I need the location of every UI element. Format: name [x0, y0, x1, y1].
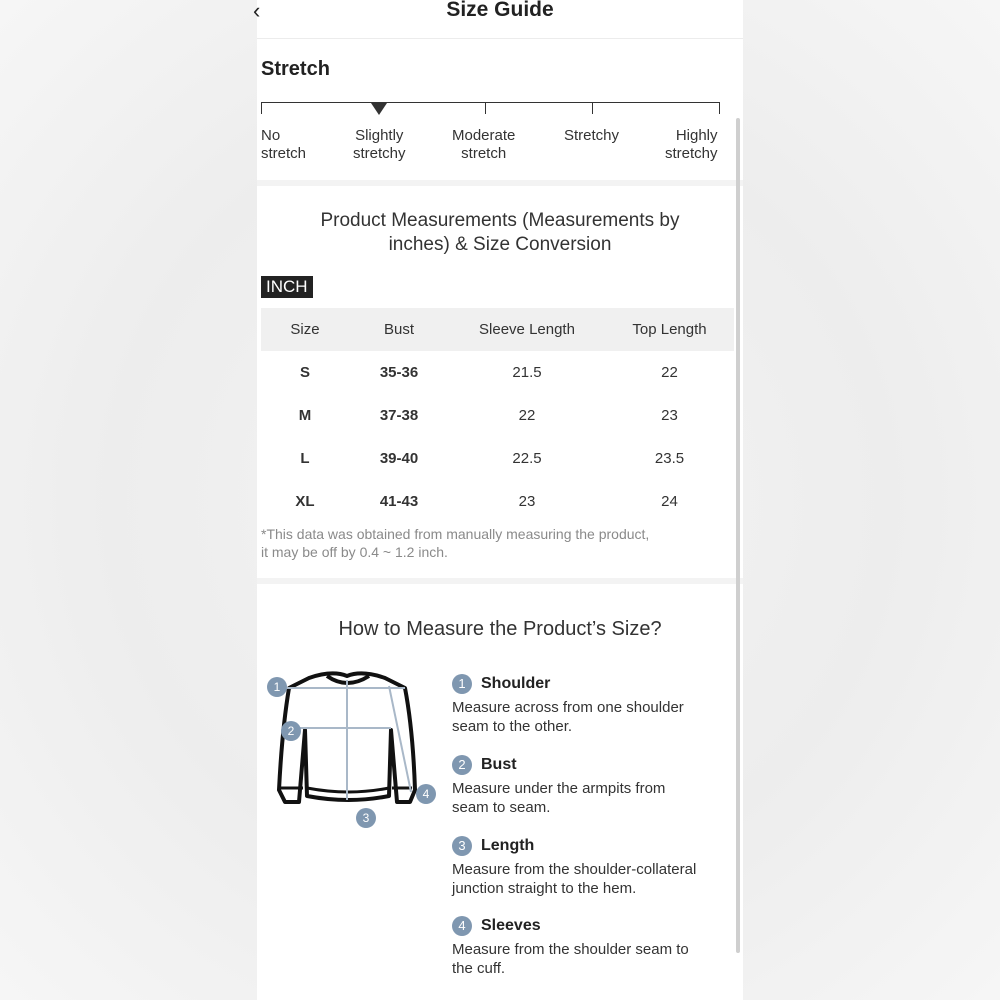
- sweater-diagram-icon: [257, 660, 447, 840]
- step-length: [452, 835, 732, 898]
- size-cell: XL: [295, 493, 315, 510]
- table-header-row: [261, 308, 734, 351]
- header-bar: [253, 0, 743, 39]
- size-cell: L: [300, 450, 310, 467]
- measurements-title: Product Measurements (Measurements by inches) & Size Conversion: [320, 210, 680, 255]
- svg-text:3: 3: [362, 811, 370, 825]
- length-cell: 23.5: [654, 450, 685, 467]
- svg-text:2: 2: [287, 724, 295, 738]
- bust-cell: 37-38: [379, 407, 419, 424]
- column-header: Sleeve Length: [449, 308, 605, 351]
- length-cell: 23: [661, 407, 678, 424]
- measurement-note: *This data was obtained from manually measuring the product, it may be off by 0.4 ~ 1.2 inch.: [261, 526, 650, 560]
- step-label: Bust: [481, 756, 517, 773]
- stretch-title: Stretch: [261, 58, 330, 80]
- stretch-tick: [592, 102, 593, 114]
- svg-text:4: 4: [422, 787, 430, 801]
- stretch-tick: [485, 102, 486, 114]
- step-description: Measure from the shoulder seam to the cuff.: [452, 941, 689, 977]
- marker-1: [267, 677, 287, 697]
- stretch-level-label: Stretchy: [564, 127, 620, 144]
- step-number: 3: [452, 836, 472, 856]
- sleeve-cell: 21.5: [512, 364, 542, 381]
- sleeve-cell: 23: [518, 493, 536, 510]
- sleeve-cell: 22.5: [512, 450, 542, 467]
- stretch-pointer-icon: [371, 103, 387, 115]
- step-shoulder: [452, 673, 732, 736]
- step-label: Sleeves: [481, 917, 541, 934]
- marker-2: [281, 721, 301, 741]
- stretch-tick: [261, 102, 262, 114]
- column-header: Size: [261, 308, 349, 351]
- step-description: Measure from the shoulder-collateral junction straight to the hem.: [452, 861, 697, 897]
- size-cell: M: [298, 407, 312, 424]
- size-guide-sheet: [253, 0, 743, 1000]
- bust-cell: 41-43: [379, 493, 419, 510]
- bust-cell: 39-40: [379, 450, 419, 467]
- step-sleeves: [452, 915, 732, 978]
- table-row: [261, 480, 734, 523]
- step-description: Measure under the armpits from seam to seam.: [452, 780, 666, 816]
- stretch-level-label: Slightly stretchy: [353, 127, 406, 162]
- svg-text:1: 1: [273, 680, 281, 694]
- scrollbar[interactable]: [736, 118, 740, 953]
- stretch-level-label: Moderate stretch: [452, 127, 516, 162]
- marker-3: [356, 808, 376, 828]
- how-to-measure-title: How to Measure the Product’s Size?: [338, 618, 662, 640]
- size-table: [261, 308, 734, 523]
- sleeve-cell: 22: [518, 407, 536, 424]
- step-label: Length: [481, 837, 535, 854]
- length-cell: 22: [661, 364, 678, 381]
- unit-badge: INCH: [261, 276, 313, 298]
- column-header: Bust: [349, 308, 449, 351]
- stretch-scale-line: [261, 102, 720, 103]
- bust-cell: 35-36: [379, 364, 419, 381]
- chevron-left-icon[interactable]: ‹: [253, 0, 261, 23]
- step-label: Shoulder: [481, 675, 551, 692]
- section-divider: [257, 180, 743, 186]
- page-title: Size Guide: [446, 0, 554, 21]
- step-bust: [452, 754, 732, 817]
- stretch-level-label: No stretch: [261, 127, 307, 162]
- table-row: [261, 437, 734, 480]
- stretch-tick: [719, 102, 720, 114]
- stretch-level-label: Highly stretchy: [665, 127, 718, 162]
- step-description: Measure across from one shoulder seam to the other.: [452, 699, 684, 735]
- column-header: Top Length: [605, 308, 734, 351]
- section-divider: [257, 578, 743, 584]
- length-cell: 24: [661, 493, 678, 510]
- step-number: 2: [452, 755, 472, 775]
- step-number: 4: [452, 916, 472, 936]
- size-cell: S: [299, 364, 310, 381]
- table-row: [261, 351, 734, 394]
- marker-4: [416, 784, 436, 804]
- table-row: [261, 394, 734, 437]
- step-number: 1: [452, 674, 472, 694]
